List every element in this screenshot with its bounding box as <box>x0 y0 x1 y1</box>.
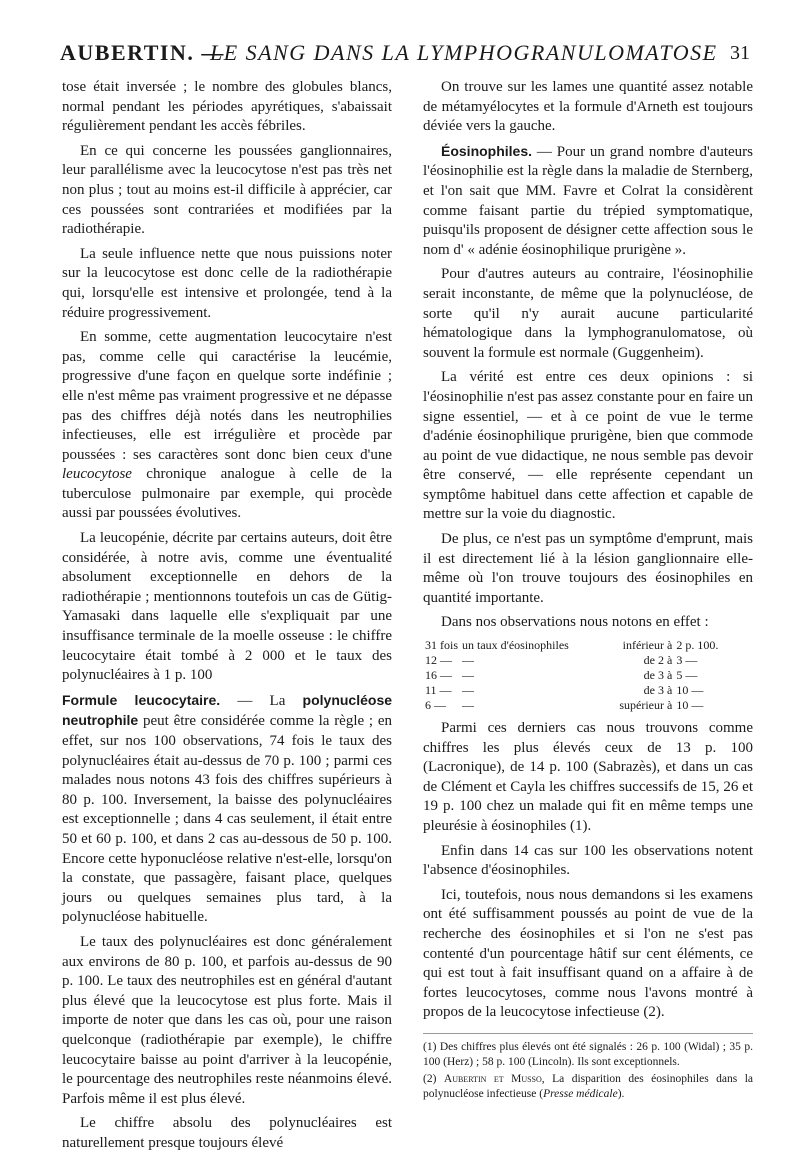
table-cell: un taux d'éosinophiles <box>462 638 569 653</box>
italic-term: leucocytose <box>62 466 132 483</box>
table-row <box>423 698 723 713</box>
table-row <box>423 638 723 653</box>
text-span: (2) <box>423 1072 437 1085</box>
paragraph: Enfin dans 14 cas sur 100 les observations notent l'absence d'éosinophiles. <box>423 842 753 879</box>
running-header <box>60 40 750 70</box>
paragraph: Le taux des polynucléaires est donc généralement aux environs de 80 p. 100, et parfois au-dessus de 90 p. 100. Le taux des neutrophiles est en général d'autant plus élevé que la leucocytose est plus forte. Mais il importe de noter que dans les cas où, pour une raison quelconque (radiothérapie par exemple), le chiffre leucocytaire baisse au point d'arriver à la leucopénie, le pourcentage des neutrophiles reste néanmoins élevé. Parfois même il est plus élevé. <box>62 933 392 1107</box>
footnote-1: (1) Des chiffres plus élevés ont été signalés : 26 p. 100 (Widal) ; 35 p. 100 (Herz) ; 58 p. 100 (Lincoln). Ils sont exceptionnels. <box>423 1040 753 1068</box>
table-cell: 11 — <box>425 683 452 698</box>
table-row <box>423 668 723 683</box>
paragraph: Ici, toutefois, nous nous demandons si les examens ont été suffisamment poussés au point de vue de la recherche des éosinophiles et si l'on ne s'est pas contenté d'un pourcentage hâtif sur cent éléments, ce qui est tout à fait insuffisant quand on a affaire à de fortes leucocytoses, comme nous l'avons montré à propos de la leucocytose infectieuse (2). <box>423 886 753 1021</box>
paragraph: Parmi ces derniers cas nous trouvons comme chiffres les plus élevés ceux de 13 p. 100 (Lacronique), de 14 p. 100 (Sabrazès), et dans un cas de Clément et Cayla les chiffres successifs de 15, 26 et 19 p. 100 chez un malade qui fit en même temps une pleurésie à éosinophiles (1). <box>423 720 753 834</box>
paragraph: Le chiffre absolu des polynucléaires est naturellement presque toujours élevé <box>62 1115 392 1151</box>
paragraph: La vérité est entre ces deux opinions : si l'éosinophilie n'est pas assez constante pour en faire un signe essentiel, — et à ce point de vue le terme d'adénie éosinophilique prurigène, bien que commode au point de vue didactique, ne nous semble pas devoir être conservé, — elle représente cependant un symptôme habituel dans cette affection et capable de mettre sur la voie du diagnostic. <box>423 369 753 523</box>
paragraph: En ce qui concerne les poussées ganglionnaires, leur parallélisme avec la leucocytose n'est pas très net non plus ; tout au moins est-il difficile à apprécier, car ces poussées sont contrariées et modifiées par la radiothérapie. <box>62 142 392 238</box>
text-span: En somme, cette augmentation leucocytaire n'est pas, comme celle qui caractérise la leucémie, progressive d'une façon en quelque sorte indéfinie ; elle n'est même pas vraiment progressive et ne dépasse pas des chiffres déjà notés dans les neutrophilies infectieuses, elle est irrégulière et procède par poussées : ses caractères sont donc bien ceux d'une <box>62 329 392 463</box>
text-span: La disparition des éosinophiles dans la polynucléose infectieuse ( <box>423 1072 753 1100</box>
section-heading: Éosinophiles. <box>441 142 533 159</box>
journal-name: Presse médicale <box>543 1087 618 1100</box>
table-cell: 6 — <box>425 698 446 713</box>
paragraph <box>62 328 392 524</box>
text-span: ). <box>617 1087 625 1100</box>
table-cell: 16 — <box>425 668 452 683</box>
left-column <box>62 78 392 1158</box>
table-cell: 2 p. 100. <box>676 638 719 653</box>
table-row <box>423 653 723 668</box>
text-span: — Pour un grand nombre d'auteurs l'éosinophilie est la règle dans la maladie de Sternberg, et l'on sait que MM. Favre et Colrat la considèrent comme faisant partie du trépied symptomatique, puisqu'ils proposent de désigner cette affection sous le nom d' « adénie éosinophilique prurigène ». <box>423 143 753 258</box>
table-cell: — <box>462 698 474 713</box>
paragraph <box>62 691 392 928</box>
paragraph: Pour d'autres auteurs au contraire, l'éosinophilie serait inconstante, de même que la polynucléose, de sorte qu'il n'y aurait aucune particularité hématologique dans la lymphogranulomatose, où souvent la formule est normale (Guggenheim). <box>423 266 753 361</box>
table-cell: de 3 à <box>643 668 673 683</box>
eosinophil-table <box>423 638 723 713</box>
header-author: AUBERTIN. — <box>60 40 225 65</box>
table-cell: 3 — <box>676 653 698 668</box>
paragraph <box>423 142 753 261</box>
table-cell: inférieur à <box>622 638 673 653</box>
table-cell: de 2 à <box>643 653 673 668</box>
table-cell: 10 — <box>676 683 704 698</box>
table-cell: supérieur à <box>619 698 673 713</box>
text-span: — La <box>237 692 286 709</box>
table-cell: 12 — <box>425 653 452 668</box>
footnote-authors: Aubertin et Musso, <box>443 1072 545 1085</box>
table-cell: — <box>462 683 474 698</box>
paragraph: La leucopénie, décrite par certains auteurs, doit être considérée, à notre avis, comme une éventualité absolument exceptionnelle en dehors de la radiothérapie ; mentionnons toutefois un cas de Gütig-Yamasaki dans laquelle elle s'expliquait par une insuffisance terminale de la moelle osseuse : le chiffre leucocytaire était tombé à 2 000 et le taux des polynucléaires à 1 p. 100 <box>62 530 392 684</box>
right-column <box>423 78 753 1104</box>
table-cell: 10 — <box>676 698 704 713</box>
text-span: chronique analogue à celle de la tuberculose pulmonaire par exemple, qui procède aussi par poussées évolutives. <box>62 466 392 522</box>
paragraph: tose était inversée ; le nombre des globules blancs, normal pendant les périodes apyrétiques, s'abaissait régulièrement pendant les accès fébriles. <box>62 79 392 135</box>
footnote-2 <box>423 1072 753 1102</box>
bold-term: polynucléose neutrophile <box>62 691 393 729</box>
table-cell: de 3 à <box>643 683 673 698</box>
table-cell: — <box>462 668 474 683</box>
paragraph: Dans nos observations nous notons en effet : <box>441 614 709 631</box>
footnotes <box>423 1033 753 1102</box>
page-number: 31 <box>730 42 750 64</box>
text-span: peut être considérée comme la règle ; en effet, sur nos 100 observations, 74 fois le taux des polynucléaires était au-dessus de 70 p. 100 ; parmi ces malades nous notons 43 fois des chiffres supérieurs à 80 p. 100. Inversement, la baisse des polynucléaires est exceptionnelle ; dans 4 cas seulement, il était entre 50 et 60 p. 100, et dans 2 cas au-dessous de 50 p. 100. Encore cette hyponucléose relative n'est-elle, lorsqu'on la constate, que passagère, faisant place, quelques jours ou quelques semaines plus tard, à la polynucléose habituelle. <box>62 713 393 926</box>
table-cell: 31 fois <box>425 638 458 653</box>
section-heading: Formule leucocytaire. <box>62 691 221 708</box>
paragraph: La seule influence nette que nous puissions noter sur la leucocytose est donc celle de la radiothérapie qui, lorsqu'elle est intensive et prolongée, tend à la réduire progressivement. <box>62 245 392 321</box>
table-cell: — <box>462 653 474 668</box>
paragraph: On trouve sur les lames une quantité assez notable de métamyélocytes et la formule d'Arneth est toujours déviée vers la gauche. <box>423 79 753 135</box>
header-title: LE SANG DANS LA LYMPHOGRANULOMATOSE <box>210 40 718 65</box>
paragraph: De plus, ce n'est pas un symptôme d'emprunt, mais il est directement lié à la lésion ganglionnaire elle-même où l'on trouve toujours des éosinophiles en quantité importante. <box>423 531 753 606</box>
table-cell: 5 — <box>676 668 698 683</box>
table-row <box>423 683 723 698</box>
